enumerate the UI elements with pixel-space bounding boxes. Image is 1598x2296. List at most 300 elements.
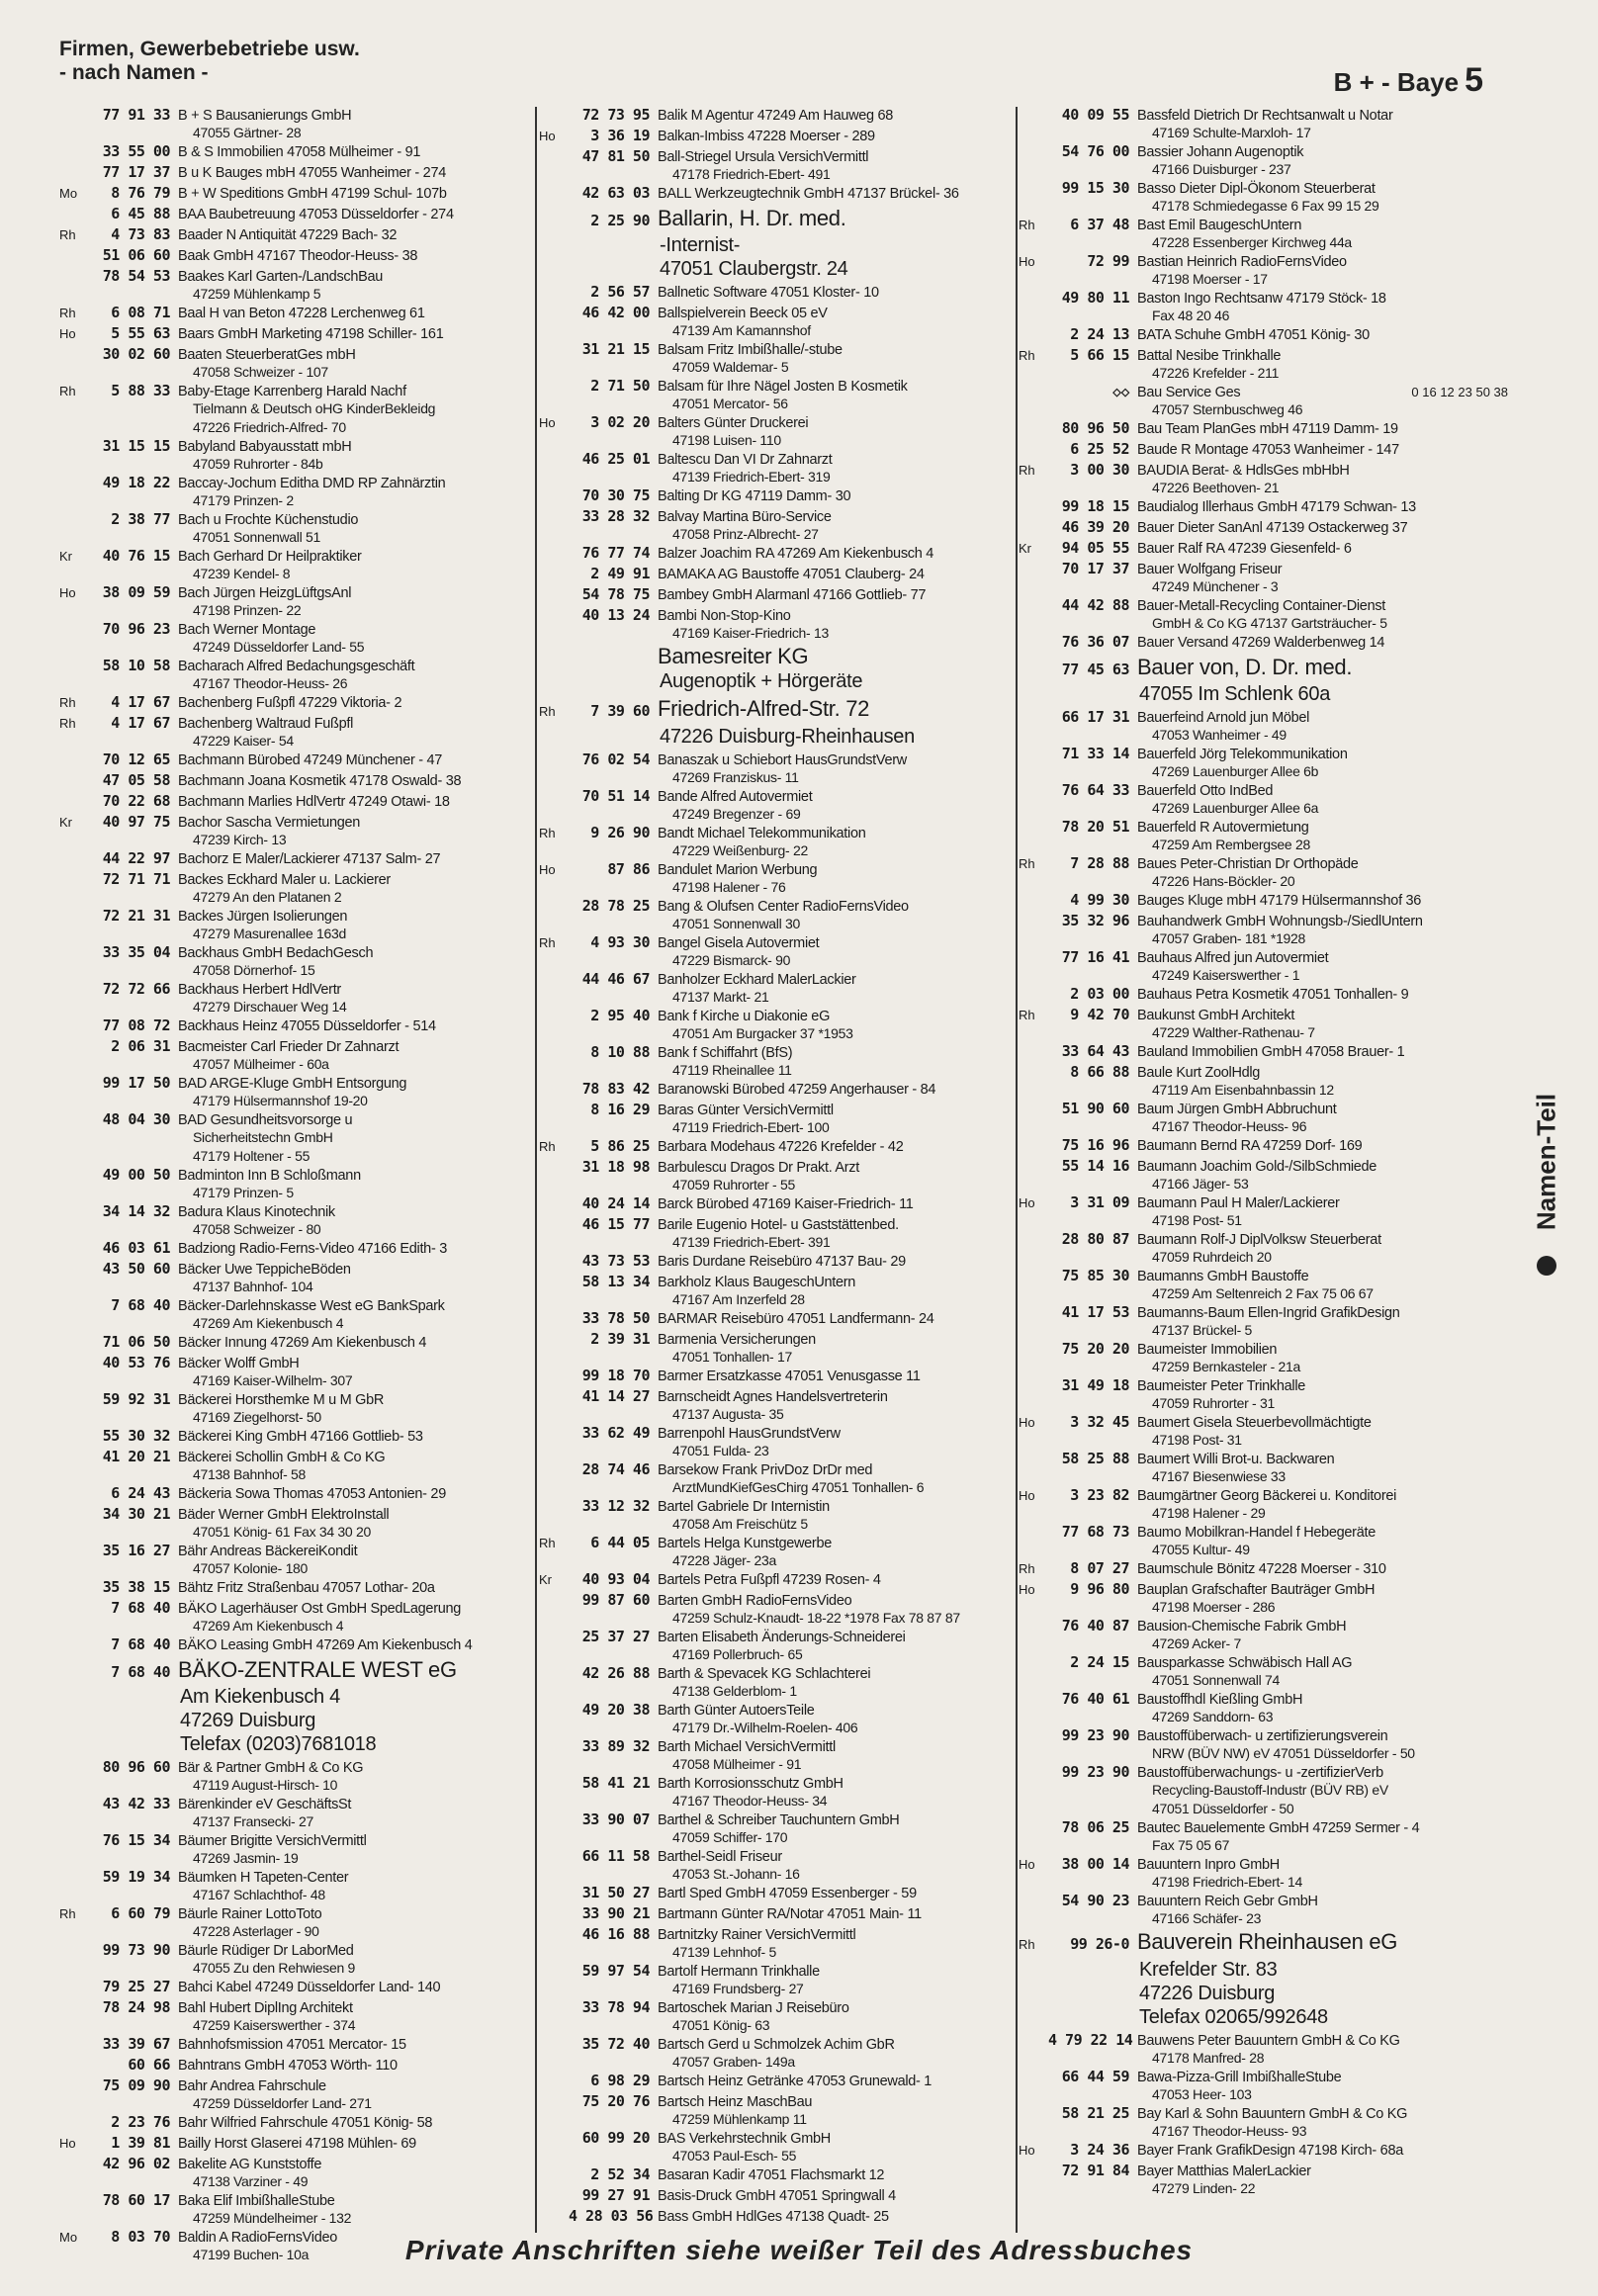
address-line: 47198 Luisen- 110 [672,432,781,448]
business-name: Barthel & Schreiber Tauchuntern GmbH [658,1812,900,1828]
phone-number: 94 05 55 [1061,539,1129,557]
phone-number: 6 45 88 [111,205,170,222]
business-name: Baumanns-Baum Ellen-Ingrid GrafikDesign [1137,1305,1400,1321]
business-name: Baudialog Illerhaus GmbH 47179 Schwan- 13 [1137,499,1416,515]
business-name: Bay Karl & Sohn Bauuntern GmbH & Co KG [1137,2106,1408,2122]
phone-number: 4 17 67 [111,693,170,711]
business-name: Balzer Joachim RA 47269 Am Kiekenbusch 4 [658,546,933,562]
business-name: Bayer Matthias MalerLackier [1137,2164,1311,2179]
address-line: 47259 Mühlenkamp 11 [672,2111,807,2127]
address-line: 47226 Friedrich-Alfred- 70 [193,419,346,435]
listing-entry [1019,1487,1508,1521]
phone-number: 5 88 33 [111,382,170,399]
phone-number: 6 24 43 [111,1484,170,1502]
address-line: Fax 48 20 46 [1152,308,1230,323]
listing-line [539,1253,1019,1271]
listing-line [59,658,532,675]
listing-entry [1019,540,1508,558]
listing-line [539,1926,1019,1944]
listing-line [59,1261,532,1279]
business-name: Battal Nesibe Trinkhalle [1137,348,1282,364]
phone-number: 58 25 88 [1061,1450,1129,1467]
business-name: Baumann Rolf-J DiplVolksw Steuerberat [1137,1232,1381,1248]
listing-entry [539,861,1019,895]
district-code: Kr [59,549,72,564]
district-code: Ho [1019,254,1035,269]
header-title-line2: - nach Namen - [59,61,209,84]
listing-line [59,908,532,926]
listing-line [1019,347,1508,365]
business-name: Ballnetic Software 47051 Kloster- 10 [658,285,879,301]
business-name: Barbulescu Dragos Dr Prakt. Arzt [658,1160,859,1176]
phone-number: 60 66 [128,2056,170,2074]
listing-line [1019,1524,1508,1542]
listing-line [59,1600,532,1618]
listing-entry [539,825,1019,858]
business-name: Bahntrans GmbH 47053 Wörth- 110 [178,2058,398,2074]
business-name: Bartsch Heinz MaschBau [658,2094,813,2110]
district-code: Rh [1019,1008,1035,1022]
address-line: 47269 Am Kiekenbusch 4 [193,1618,344,1634]
phone-number: 3 00 30 [1070,461,1129,479]
listing-line [539,148,1019,166]
business-name: Bäcker-Darlehnskasse West eG BankSpark [178,1298,445,1314]
listing-entry [1019,2163,1508,2196]
listing-entry [1019,709,1508,743]
address-line: 47139 Friedrich-Ebert- 319 [672,469,831,485]
listing-entry [539,1159,1019,1192]
phone-number: 7 68 40 [111,1663,170,1681]
listing-entry [59,1759,532,1793]
business-name: BARMAR Reisebüro 47051 Landfermann- 24 [658,1311,934,1327]
listing-entry [1019,561,1508,594]
phone-number: 59 97 54 [581,1962,650,1980]
listing-line [539,586,1019,604]
business-name: Bailly Horst Glaserei 47198 Mühlen- 69 [178,2136,416,2152]
business-name: Bausion-Chemische Fabrik GmbH [1137,1619,1347,1634]
listing-line [1019,1929,1508,1958]
business-name: Bartolf Hermann Trinkhalle [658,1964,820,1980]
business-name: Bäcker Wolff GmbH [178,1356,300,1371]
listing-line [539,341,1019,359]
listing-line [1019,1064,1508,1082]
listing-entry [1019,1929,1508,2029]
phone-number: 4 93 30 [590,933,650,951]
listing-entry [1019,655,1508,706]
phone-number: 42 63 03 [581,184,650,202]
business-name: Barten Elisabeth Änderungs-Schneiderei [658,1630,906,1645]
listing-entry [539,1629,1019,1662]
listing-entry [539,1848,1019,1882]
listing-entry [59,1506,532,1540]
phone-number: 42 96 02 [102,2155,170,2172]
business-name: Baumschule Bönitz 47228 Moerser - 310 [1137,1561,1386,1577]
listing-entry [539,1274,1019,1307]
listing-entry [1019,1524,1508,1557]
listing-line [539,1665,1019,1683]
listing-line [1019,326,1508,344]
listing-line [539,1081,1019,1099]
business-name: Bassier Johann Augenoptik [1137,144,1304,160]
listing-line [1019,217,1508,234]
business-name: Bäurle Rainer LottoToto [178,1906,322,1922]
address-line: 47137 Brückel- 5 [1152,1322,1253,1338]
business-name: Bauuntern Reich Gebr GmbH [1137,1894,1318,1909]
phone-number: 99 26-0 [1070,1935,1129,1953]
address-line: 47051 König- 61 Fax 34 30 20 [193,1524,371,1540]
business-name: Baumo Mobilkran-Handel f Hebegeräte [1137,1525,1376,1541]
address-line: 47139 Am Kamannshof [672,322,811,338]
phone-number: 76 15 34 [102,1831,170,1849]
address-line: 47226 Duisburg [1139,1983,1276,2004]
address-line: 47269 Duisburg [180,1710,316,1731]
business-name: BALL Werkzeugtechnik GmbH 47137 Brückel- 36 [658,186,959,202]
listing-line [539,788,1019,806]
listing-line [59,164,532,182]
phone-number: 33 39 67 [102,2035,170,2053]
listing-entry [539,1102,1019,1135]
district-code: Rh [539,935,556,950]
business-name: Bauer Dieter SanAnl 47139 Ostackerweg 37 [1137,520,1408,536]
listing-entry [1019,855,1508,889]
listing-line [539,414,1019,432]
listing-line [1019,1231,1508,1249]
listing-line [1019,913,1508,930]
listing-line [59,1579,532,1597]
listing-entry [1019,949,1508,983]
business-name: Barthel-Seidl Friseur [658,1849,782,1865]
listing-entry [59,325,532,343]
address-line: 47059 Waldemar- 5 [672,359,789,375]
business-name: Bäckerei Horsthemke M u M GbR [178,1392,385,1408]
listing-entry [1019,420,1508,438]
phone-number: 78 20 51 [1061,818,1129,836]
listing-line [539,1885,1019,1902]
business-name: Bauerfeld R Autovermietung [1137,820,1309,836]
listing-line [59,1203,532,1221]
listing-line [1019,1856,1508,1874]
phone-number: 77 91 33 [102,106,170,124]
listing-entry [539,185,1019,203]
phone-number: 34 14 32 [102,1202,170,1220]
listing-entry [59,1038,532,1072]
business-name: Badziong Radio-Ferns-Video 47166 Edith- 3 [178,1241,447,1257]
listing-line [59,1297,532,1315]
business-name: Ballarin, H. Dr. med. [658,206,846,230]
phone-number: 8 66 88 [1070,1063,1129,1081]
listing-line [59,2036,532,2054]
listing-entry [59,185,532,203]
business-name: Bauer von, D. Dr. med. [1137,655,1353,679]
listing-entry [1019,1377,1508,1411]
business-name: BÄKO-ZENTRALE WEST eG [178,1657,457,1682]
listing-entry [59,793,532,811]
listing-entry [539,2130,1019,2164]
district-code: Ho [59,326,76,341]
listing-line [539,971,1019,989]
business-name: Baader N Antiquität 47229 Bach- 32 [178,227,398,243]
address-line: 47279 An den Platanen 2 [193,889,342,905]
phone-number: 2 56 57 [590,283,650,301]
phone-number: 87 86 [607,860,650,878]
listing-line [1019,655,1508,682]
phone-number: 76 77 74 [581,544,650,562]
business-name: Barile Eugenio Hotel- u Gaststättenbed. [658,1217,899,1233]
phone-number: 34 30 21 [102,1505,170,1523]
business-name: Baumert Gisela Steuerbevollmächtigte [1137,1415,1372,1431]
phone-number: 3 32 45 [1070,1413,1129,1431]
listing-line [1019,1137,1508,1155]
listing-line [1019,1158,1508,1176]
address-line: 47057 Graben- 181 *1928 [1152,930,1306,946]
phone-number: 75 20 20 [1061,1340,1129,1358]
listing-line [1019,462,1508,480]
phone-number: 33 35 04 [102,943,170,961]
listing-line [1019,1414,1508,1432]
business-name: Bauerfeind Arnold jun Möbel [1137,710,1310,726]
address-line: 47279 Masurenallee 163d [193,926,347,941]
address-line: 47166 Jäger- 53 [1152,1176,1249,1192]
listing-entry [539,1138,1019,1156]
business-name: Baars GmbH Marketing 47198 Schiller- 161 [178,326,444,342]
phone-number: 5 86 25 [590,1137,650,1155]
business-name: Backhaus GmbH BedachGesch [178,945,374,961]
listing-entry [59,1111,532,1145]
listing-entry [1019,1801,1508,1816]
listing-column-3 [1019,107,1508,2233]
business-name: Bauer Ralf RA 47239 Giesenfeld- 6 [1137,541,1352,557]
listing-line [539,284,1019,302]
business-name: Baumanns GmbH Baustoffe [1137,1269,1309,1284]
listing-line [59,2077,532,2095]
district-code: Mo [59,2230,78,2245]
listing-entry [1019,1764,1508,1798]
business-name: Barkholz Klaus BaugeschUntern [658,1275,856,1290]
listing-entry [1019,143,1508,177]
listing-line [59,1543,532,1560]
listing-line [59,751,532,769]
listing-entry [59,1391,532,1425]
page-number: 5 [1465,61,1483,99]
listing-entry [1019,597,1508,631]
address-line: 47179 Dr.-Wilhelm-Roelen- 406 [672,1720,858,1735]
listing-entry [1019,217,1508,250]
business-name: Baum Jürgen GmbH Abbruchunt [1137,1102,1337,1117]
listing-line [59,871,532,889]
address-line: 47051 Sonnenwall 51 [193,529,320,545]
phone-number: 3 23 82 [1070,1486,1129,1504]
phone-number: 70 22 68 [102,792,170,810]
business-name: Balting Dr KG 47119 Damm- 30 [658,488,851,504]
address-line: 47119 Rheinallee 11 [672,1062,792,1078]
listing-entry [59,1167,532,1200]
phone-number: 40 09 55 [1061,106,1129,124]
address-line: 47138 Gelderblom- 1 [672,1683,797,1699]
business-name: Bahci Kabel 47249 Düsseldorfer Land- 140 [178,1980,441,1995]
listing-entry [539,2073,1019,2090]
phone-number: 77 16 41 [1061,948,1129,966]
address-line: Am Kiekenbusch 4 [180,1686,340,1708]
business-name: BAUDIA Berat- & HdlsGes mbHbH [1137,463,1350,479]
phone-number: 28 74 46 [581,1460,650,1478]
phone-number: 4 17 67 [111,714,170,732]
listing-entry [59,1905,532,1939]
listing-entry [539,1044,1019,1078]
listing-entry [539,1253,1019,1271]
listing-entry [539,1498,1019,1532]
listing-entry [59,2114,532,2132]
business-name: Bartsch Heinz Getränke 47053 Grunewald- 1 [658,2074,932,2089]
listing-entry [1019,107,1508,140]
business-name: Bauwens Peter Bauuntern GmbH & Co KG [1137,2033,1400,2049]
business-name: Bäckerei Schollin GmbH & Co KG [178,1450,386,1465]
phone-number: 41 14 27 [581,1387,650,1405]
listing-entry [539,1738,1019,1772]
listing-line [539,1216,1019,1234]
listing-entry [1019,1304,1508,1338]
listing-entry [59,2192,532,2226]
address-line: 47229 Bismarck- 90 [672,952,791,968]
listing-line [539,825,1019,842]
listing-line [539,861,1019,879]
district-code: Rh [1019,1937,1035,1952]
listing-line [1019,1268,1508,1285]
business-name: Baka Elif ImbißhalleStube [178,2193,335,2209]
listing-entry [59,1334,532,1352]
listing-line [1019,519,1508,537]
phone-number: 35 72 40 [581,2035,650,2053]
business-name: Baukunst GmbH Architekt [1137,1008,1295,1023]
business-name: Backes Eckhard Maler u. Lackierer [178,872,391,888]
business-name: Bandt Michael Telekommunikation [658,826,866,841]
business-name: Baranowski Bürobed 47259 Angerhauser - 84 [658,1082,936,1098]
phone-number: 51 06 60 [102,246,170,264]
phone-number: 2 06 31 [111,1037,170,1055]
business-name: Bach Jürgen HeizgLüftgsAnl [178,585,352,601]
column-divider [1016,107,1018,2233]
address-line: 47198 Post- 51 [1152,1212,1242,1228]
business-name: Baustoffhdl Kießling GmbH [1137,1692,1303,1708]
listing-entry [59,419,532,435]
business-name: Bauer Versand 47269 Walderbenweg 14 [1137,635,1385,651]
phone-number: 4 73 83 [111,225,170,243]
listing-line [59,1391,532,1409]
business-name: Bayer Frank GrafikDesign 47198 Kirch- 68a [1137,2143,1403,2159]
business-name: Bartels Petra Fußpfl 47239 Rosen- 4 [658,1572,881,1588]
listing-entry [1019,290,1508,323]
phone-number: 49 20 38 [581,1701,650,1719]
phone-number: 4 79 22 14 [1048,2031,1133,2049]
address-line: 47057 Sternbuschweg 46 [1152,401,1303,417]
business-name: Bachor Sascha Vermietungen [178,815,361,831]
phone-number: 70 30 75 [581,486,650,504]
district-code: Ho [1019,1195,1035,1210]
phone-number: 33 78 94 [581,1998,650,2016]
address-line: 47051 Mercator- 56 [672,396,788,411]
listing-line [1019,782,1508,800]
side-tab-label: Namen-Teil [1531,1093,1561,1231]
district-code: Kr [59,815,72,830]
business-name: Bank f Kirche u Diakonie eG [658,1009,831,1024]
business-name: Baccay-Jochum Editha DMD RP Zahnärztin [178,476,446,491]
listing-entry [1019,1341,1508,1374]
phone-number: 38 09 59 [102,583,170,601]
listing-line [59,1334,532,1352]
listing-line [539,1008,1019,1025]
listing-entry [539,1368,1019,1385]
business-name: Bahnhofsmission 47051 Mercator- 15 [178,2037,406,2053]
business-name: Barbara Modehaus 47226 Krefelder - 42 [658,1139,904,1155]
listing-entry [539,1702,1019,1735]
business-name: Barmer Ersatzkasse 47051 Venusgasse 11 [658,1369,921,1384]
listing-line [1019,1487,1508,1505]
listing-line [1019,1194,1508,1212]
business-name: Balsam für Ihre Nägel Josten B Kosmetik [658,379,908,395]
address-line: 47137 Augusta- 35 [672,1406,784,1422]
district-code: Rh [539,1536,556,1550]
address-line: 47051 Düsseldorfer - 50 [1152,1801,1294,1816]
listing-entry [59,226,532,244]
listing-line [1019,1618,1508,1635]
listing-line [1019,1560,1508,1578]
address-line: -Internist- [660,234,741,256]
listing-line [539,696,1019,725]
address-line: 47229 Walther-Rathenau- 7 [1152,1024,1315,1040]
business-name: Bassfeld Dietrich Dr Rechtsanwalt u Notar [1137,108,1393,124]
listing-line [539,1274,1019,1291]
phone-number: 78 83 42 [581,1080,650,1098]
phone-number: 2 38 77 [111,510,170,528]
business-name: BÄKO Lagerhäuser Ost GmbH SpedLagerung [178,1601,462,1617]
listing-line [59,584,532,602]
listing-line [1019,2069,1508,2086]
phone-number: 2 71 50 [590,377,650,395]
address-line: 47051 Claubergstr. 24 [660,258,848,280]
business-name: Bauplan Grafschafter Bauträger GmbH [1137,1582,1376,1598]
phone-number: 2 49 91 [590,565,650,582]
listing-entry [539,1081,1019,1099]
address-line: 47169 Pollerbruch- 65 [672,1646,803,1662]
listing-line [1019,1764,1508,1782]
listing-entry [539,378,1019,411]
listing-line [539,1195,1019,1213]
phone-number: 35 16 27 [102,1542,170,1559]
business-name: Bachenberg Fußpfl 47229 Viktoria- 2 [178,695,402,711]
listing-entry [539,696,1019,749]
listing-entry [539,1885,1019,1902]
listing-entry [539,971,1019,1005]
listing-line [1019,290,1508,308]
phone-number: 70 51 14 [581,787,650,805]
business-name: Barth & Spevacek KG Schlachterei [658,1666,871,1682]
phone-number: 99 17 50 [102,1074,170,1092]
address-line: Sicherheitstechn GmbH [193,1129,333,1145]
phone-number: 59 92 31 [102,1390,170,1408]
business-name: Bäcker Uwe TeppicheBöden [178,1262,351,1278]
listing-entry [539,1665,1019,1699]
business-name: Bäurle Rüdiger Dr LaborMed [178,1943,354,1959]
business-name: Balvay Martina Büro-Service [658,509,832,525]
phone-number: 6 37 48 [1070,216,1129,233]
address-line: 47226 Hans-Böckler- 20 [1152,873,1295,889]
business-name: BAMAKA AG Baustoffe 47051 Clauberg- 24 [658,567,925,582]
listing-entry [59,944,532,978]
phone-number: 31 18 98 [581,1158,650,1176]
phone-number: 47 81 50 [581,147,650,165]
listing-entry [1019,1581,1508,1615]
business-name: Bambey GmbH Alarmanl 47166 Gottlieb- 77 [658,587,927,603]
phone-number: 44 42 88 [1061,596,1129,614]
